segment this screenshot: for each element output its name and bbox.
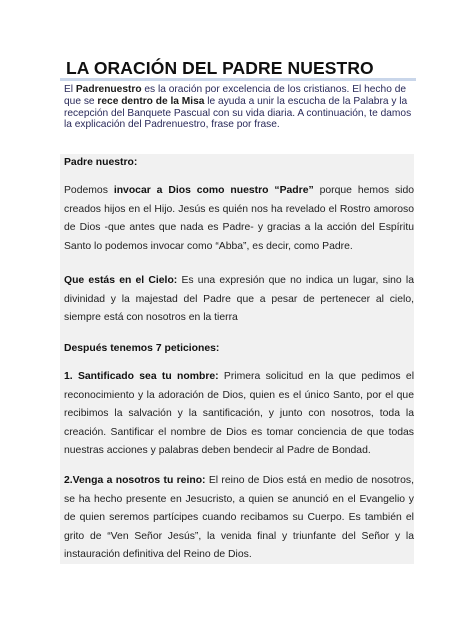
intro-text-3: le ayuda a unir la escucha de la Palabra y la recepción del Banquete Pascual con su vida diaria. A continuación, te damos la explicación del Padrenuestro, frase por frase. xyxy=(64,95,412,131)
peticion-1-bold: 1. Santificado sea tu nombre: xyxy=(64,371,219,382)
paragraph-padre-nuestro xyxy=(64,182,414,256)
intro-text-2: es la oración por excelencia de los cristianos. El hecho de que se xyxy=(64,84,407,107)
peticion-2-bold: 2.Venga a nosotros tu reino: xyxy=(64,475,206,486)
padre-text-1: Podemos xyxy=(64,185,114,196)
peticion-1-text: Primera solicitud en la que pedimos el reconocimiento y la adoración de Dios, quien es el único Santo, por el que recibimos la salvación y la santificación, y junto con nosotros, toda la creación. Santificar el nombre de Dios es tomar conciencia de que todas nuestras acciones y palabras deben bendecir al Padre de Bondad. xyxy=(64,371,415,456)
heading-peticiones: Después tenemos 7 peticiones: xyxy=(64,343,220,354)
cielo-bold: Que estás en el Cielo: xyxy=(64,275,178,286)
paragraph-peticion-2 xyxy=(64,472,414,565)
padre-text-2: porque hemos sido creados hijos en el Hijo. Jesús es quién nos ha revelado el Rostro amoroso de Dios -que antes que nada es Padre- y gracias a la acción del Espíritu Santo lo podemos invocar como “Abba”, es decir, como Padre. xyxy=(64,185,415,252)
heading-padre-nuestro: Padre nuestro: xyxy=(64,157,138,168)
title-underline xyxy=(60,78,416,81)
intro-paragraph xyxy=(64,84,420,131)
padre-bold: invocar a Dios como nuestro “Padre” xyxy=(113,185,314,196)
cielo-text: Es una expresión que no indica un lugar, sino la divinidad y la majestad del Padre que a pesar de pertenecer al cielo, siempre está con nosotros en la tierra xyxy=(64,275,414,323)
paragraph-cielo xyxy=(64,272,414,328)
paragraph-peticion-1 xyxy=(64,368,414,461)
intro-bold-1: Padrenuestro xyxy=(75,84,142,95)
intro-text-1: El xyxy=(64,84,76,95)
intro-bold-2: rece dentro de la Misa xyxy=(97,95,205,107)
peticion-2-text: El reino de Dios está en medio de nosotros, se ha hecho presente en Jesucristo, a quien se anunció en el Evangelio y de quien seremos partícipes cuando recibamos su Cuerpo. Es también el grito de “Ven Señor Jesús”, la venida final y triunfante del Señor y la instauración definitiva del Reino de Dios. xyxy=(64,475,414,560)
page-title: LA ORACIÓN DEL PADRE NUESTRO xyxy=(66,58,374,78)
